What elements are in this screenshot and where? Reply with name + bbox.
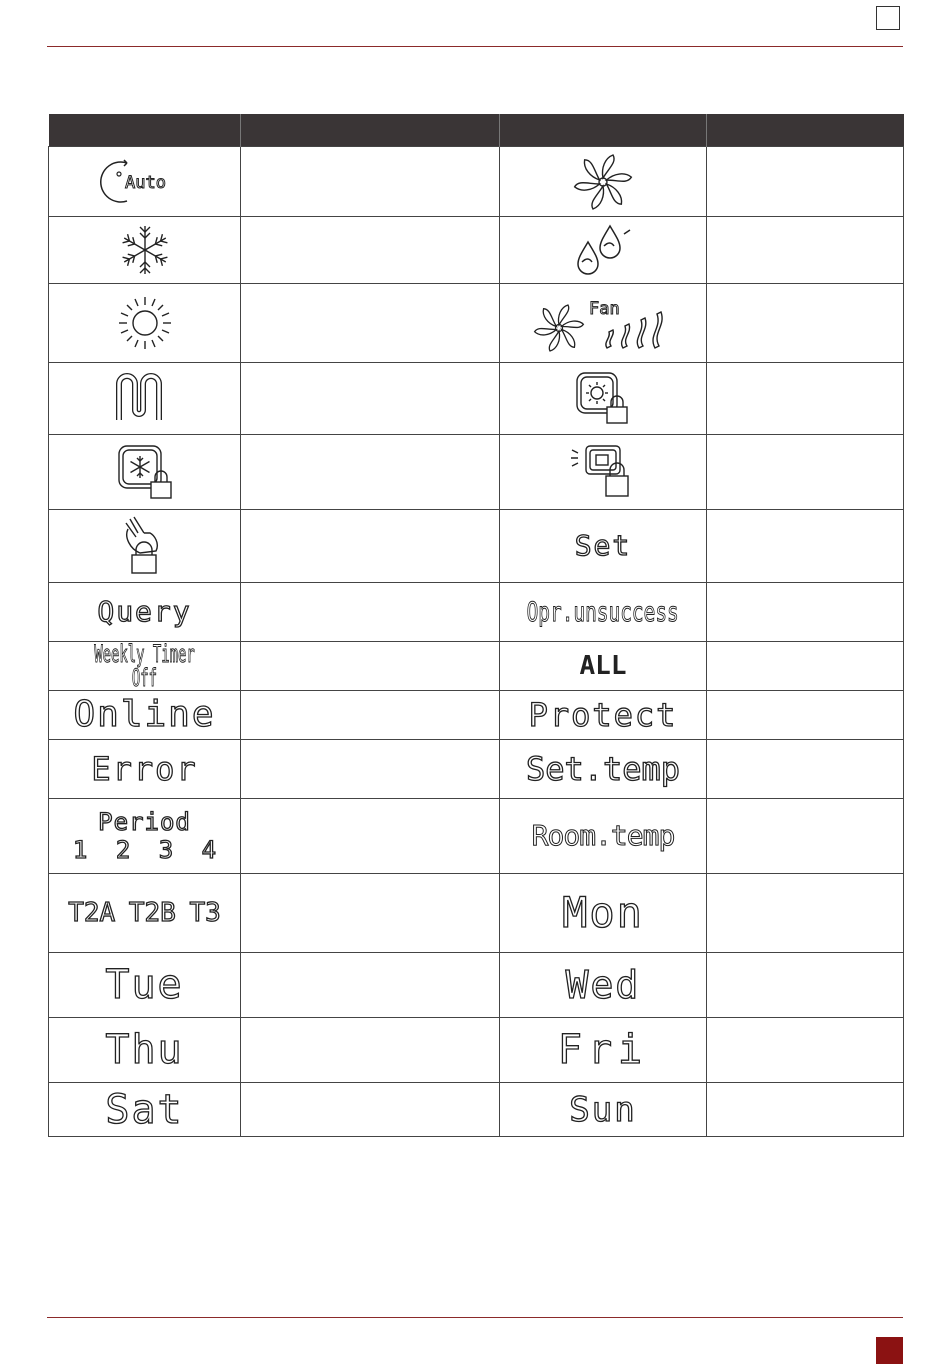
table-row bbox=[49, 363, 904, 435]
description-cell bbox=[707, 510, 904, 583]
description-cell bbox=[241, 147, 500, 217]
room-temp-text: Room.temp bbox=[531, 819, 675, 852]
t2a-t2b-t3-text: T2A T2B T3 bbox=[68, 898, 221, 928]
sun-text: Sun bbox=[569, 1089, 637, 1130]
footer-rule bbox=[47, 1317, 903, 1318]
description-cell bbox=[707, 217, 904, 284]
header-cell bbox=[500, 114, 707, 147]
table-row bbox=[49, 953, 904, 1018]
table-row bbox=[49, 1018, 904, 1083]
symbol-cell bbox=[500, 435, 707, 510]
description-cell bbox=[241, 874, 500, 953]
page-number-box bbox=[876, 6, 900, 30]
description-cell bbox=[707, 435, 904, 510]
protect-text: Protect bbox=[528, 696, 678, 734]
description-cell bbox=[241, 583, 500, 642]
symbol-cell bbox=[500, 284, 707, 363]
description-cell bbox=[241, 435, 500, 510]
description-cell bbox=[707, 284, 904, 363]
description-cell bbox=[707, 799, 904, 874]
description-cell bbox=[707, 953, 904, 1018]
table-row bbox=[49, 284, 904, 363]
query-text: Query bbox=[97, 595, 192, 628]
table-row bbox=[49, 1083, 904, 1137]
description-cell bbox=[707, 1083, 904, 1137]
symbol-cell bbox=[500, 874, 707, 953]
error-text: Error bbox=[91, 750, 198, 788]
symbol-cell bbox=[49, 363, 241, 435]
set-temp-text: Set.temp bbox=[525, 750, 681, 788]
weekly-timer-off-text: Weekly Timer Off bbox=[94, 642, 195, 690]
cool-lock-icon bbox=[115, 442, 175, 502]
description-cell bbox=[707, 147, 904, 217]
symbol-cell bbox=[500, 642, 707, 691]
symbol-cell bbox=[500, 147, 707, 217]
snowflake-icon bbox=[118, 223, 172, 277]
table-header bbox=[49, 114, 904, 147]
symbol-cell bbox=[500, 1018, 707, 1083]
description-cell bbox=[241, 1018, 500, 1083]
header-rule bbox=[47, 46, 903, 47]
table-row bbox=[49, 435, 904, 510]
description-cell bbox=[707, 740, 904, 799]
description-cell bbox=[707, 874, 904, 953]
description-cell bbox=[707, 1018, 904, 1083]
symbol-cell bbox=[49, 284, 241, 363]
symbol-cell bbox=[49, 1083, 241, 1137]
description-cell bbox=[241, 740, 500, 799]
description-cell bbox=[241, 363, 500, 435]
description-cell bbox=[241, 691, 500, 740]
description-cell bbox=[241, 642, 500, 691]
page-tab-marker bbox=[876, 1337, 903, 1364]
table-row bbox=[49, 217, 904, 284]
heat-lock-icon bbox=[573, 371, 633, 427]
symbol-cell bbox=[49, 147, 241, 217]
description-cell bbox=[241, 510, 500, 583]
auto-label: Auto bbox=[124, 172, 166, 193]
fri-text: Fri bbox=[557, 1027, 649, 1073]
symbol-cell bbox=[49, 740, 241, 799]
symbol-cell bbox=[49, 799, 241, 874]
description-cell bbox=[241, 953, 500, 1018]
tue-text: Tue bbox=[105, 962, 184, 1008]
online-text: Online bbox=[73, 694, 216, 735]
mon-text: Mon bbox=[562, 888, 644, 937]
table-row bbox=[49, 740, 904, 799]
thu-text: Thu bbox=[105, 1027, 184, 1073]
symbol-cell bbox=[49, 583, 241, 642]
all-text: ALL bbox=[579, 651, 627, 681]
description-cell bbox=[707, 363, 904, 435]
symbol-cell bbox=[49, 1018, 241, 1083]
symbol-cell bbox=[49, 691, 241, 740]
description-cell bbox=[241, 217, 500, 284]
sun-icon bbox=[115, 293, 175, 353]
description-cell bbox=[241, 284, 500, 363]
table-row bbox=[49, 642, 904, 691]
remote-lock-icon bbox=[568, 442, 638, 502]
symbol-cell bbox=[500, 740, 707, 799]
heater-icon bbox=[115, 374, 175, 424]
wed-text: Wed bbox=[565, 963, 641, 1007]
symbol-cell bbox=[500, 217, 707, 284]
symbol-cell bbox=[49, 217, 241, 284]
hand-lock-icon bbox=[120, 515, 170, 577]
set-text: Set bbox=[574, 529, 632, 562]
symbol-cell bbox=[500, 363, 707, 435]
symbol-cell bbox=[49, 510, 241, 583]
description-cell bbox=[241, 1083, 500, 1137]
symbol-cell bbox=[49, 642, 241, 691]
symbol-cell bbox=[500, 583, 707, 642]
header-cell bbox=[49, 114, 241, 147]
symbol-cell bbox=[49, 953, 241, 1018]
header-cell bbox=[707, 114, 904, 147]
table-row bbox=[49, 874, 904, 953]
symbol-cell bbox=[49, 874, 241, 953]
auto-mode-icon bbox=[105, 157, 185, 207]
description-cell bbox=[707, 642, 904, 691]
table-row bbox=[49, 147, 904, 217]
symbol-cell bbox=[500, 799, 707, 874]
symbol-cell bbox=[500, 1083, 707, 1137]
fan-icon bbox=[573, 152, 633, 212]
description-cell bbox=[241, 799, 500, 874]
sat-text: Sat bbox=[105, 1086, 184, 1133]
symbol-cell bbox=[500, 691, 707, 740]
table-row bbox=[49, 691, 904, 740]
fan-label: Fan bbox=[589, 299, 620, 319]
opr-unsuccess-text: Opr.unsuccess bbox=[526, 596, 680, 628]
drops-icon bbox=[568, 222, 638, 278]
fan-speed-icon bbox=[533, 290, 673, 356]
description-cell bbox=[707, 691, 904, 740]
header-cell bbox=[241, 114, 500, 147]
table-row bbox=[49, 510, 904, 583]
symbol-cell bbox=[500, 953, 707, 1018]
period-numbers-text: 1 2 3 4 bbox=[72, 836, 217, 864]
table-row bbox=[49, 583, 904, 642]
table-row bbox=[49, 799, 904, 874]
symbol-cell bbox=[49, 435, 241, 510]
symbol-table bbox=[48, 114, 904, 1137]
symbol-cell bbox=[500, 510, 707, 583]
description-cell bbox=[707, 583, 904, 642]
period-text: Period bbox=[98, 808, 191, 836]
